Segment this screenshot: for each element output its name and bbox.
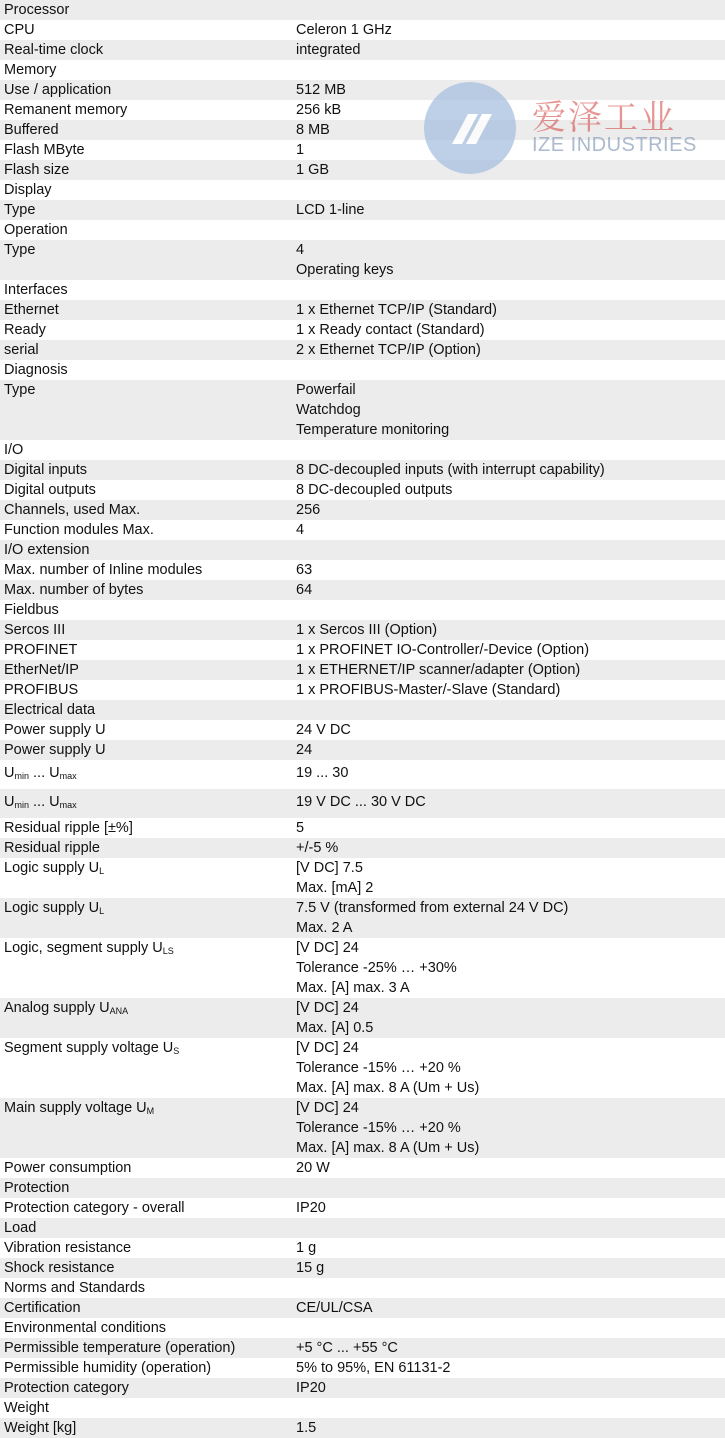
spec-label: Type: [4, 202, 36, 218]
spec-value-line: 5: [296, 820, 305, 836]
spec-row: [0, 789, 725, 818]
spec-value-line: Watchdog: [296, 402, 361, 418]
spec-value-line: 8 DC-decoupled inputs (with interrupt capability): [296, 462, 605, 478]
spec-label: Ethernet: [4, 302, 59, 318]
spec-value: [292, 80, 725, 100]
spec-label: PROFIBUS: [4, 682, 79, 698]
spec-value-line: 1 x ETHERNET/IP scanner/adapter (Option): [296, 662, 581, 678]
spec-label: Vibration resistance: [4, 1240, 132, 1256]
section-header-row: [0, 60, 725, 80]
spec-value: [292, 580, 725, 600]
spec-value-line: 1 x PROFINET IO-Controller/-Device (Option): [296, 642, 590, 658]
spec-value: [292, 818, 725, 838]
section-header-row: [0, 1178, 725, 1198]
spec-row: [0, 20, 725, 40]
spec-value-line: Max. [A] max. 3 A: [296, 980, 410, 996]
spec-value: [292, 620, 725, 640]
spec-row: [0, 620, 725, 640]
section-title: Memory: [4, 62, 57, 78]
spec-label: Weight [kg]: [4, 1420, 77, 1436]
spec-row: [0, 480, 725, 500]
spec-row: [0, 838, 725, 858]
spec-value: [292, 898, 725, 938]
spec-label: Digital inputs: [4, 462, 88, 478]
section-title: Environmental conditions: [4, 1320, 167, 1336]
section-title: I/O extension: [4, 542, 90, 558]
section-title: Norms and Standards: [4, 1280, 146, 1296]
spec-value: [292, 60, 725, 80]
spec-row: [0, 1158, 725, 1178]
spec-value: [292, 540, 725, 560]
spec-value: [292, 100, 725, 120]
spec-value: [292, 838, 725, 858]
spec-value-line: 64: [296, 582, 313, 598]
spec-value: [292, 180, 725, 200]
spec-label: Digital outputs: [4, 482, 96, 498]
spec-label: Shock resistance: [4, 1260, 115, 1276]
spec-value: [292, 240, 725, 280]
spec-value-line: 19 ... 30: [296, 765, 349, 781]
spec-value: [292, 760, 725, 789]
spec-value: [292, 1238, 725, 1258]
spec-row: [0, 660, 725, 680]
spec-value-line: 7.5 V (transformed from external 24 V DC): [296, 900, 569, 916]
spec-value-line: IP20: [296, 1380, 326, 1396]
spec-row: [0, 1338, 725, 1358]
spec-value-line: [V DC] 7.5: [296, 860, 363, 876]
spec-row: [0, 100, 725, 120]
spec-value-line: Max. 2 A: [296, 920, 353, 936]
spec-value: [292, 140, 725, 160]
spec-label: Permissible temperature (operation): [4, 1340, 236, 1356]
spec-value-line: 1 x Sercos III (Option): [296, 622, 438, 638]
section-title: Protection: [4, 1180, 70, 1196]
section-title: Load: [4, 1220, 37, 1236]
spec-value-line: 4: [296, 242, 305, 258]
spec-row: [0, 740, 725, 760]
section-header-row: [0, 1398, 725, 1418]
spec-value: [292, 280, 725, 300]
spec-value-line: 1 x Ethernet TCP/IP (Standard): [296, 302, 497, 318]
spec-value-line: Temperature monitoring: [296, 422, 450, 438]
spec-label: Channels, used Max.: [4, 502, 141, 518]
spec-value: [292, 1178, 725, 1198]
spec-label: Segment supply voltage $U_S$: [4, 1040, 180, 1056]
spec-label: Type: [4, 382, 36, 398]
section-header-row: [0, 600, 725, 620]
spec-value-line: 15 g: [296, 1260, 325, 1276]
spec-value: [292, 300, 725, 320]
spec-row: [0, 380, 725, 440]
spec-label: $U_{min}$ ... $U_{max}$: [4, 794, 77, 810]
spec-value-line: Powerfail: [296, 382, 356, 398]
spec-value-line: 1 x PROFIBUS-Master/-Slave (Standard): [296, 682, 561, 698]
spec-label: Type: [4, 242, 36, 258]
spec-value: [292, 1098, 725, 1158]
spec-value-line: [V DC] 24: [296, 1040, 359, 1056]
section-title: Weight: [4, 1400, 49, 1416]
section-header-row: [0, 280, 725, 300]
spec-value: [292, 20, 725, 40]
spec-value: [292, 1418, 725, 1438]
spec-value: [292, 1338, 725, 1358]
spec-label: EtherNet/IP: [4, 662, 79, 678]
spec-row: [0, 818, 725, 838]
spec-value-line: integrated: [296, 42, 361, 58]
spec-value-line: 20 W: [296, 1160, 330, 1176]
spec-value-line: Max. [A] max. 8 A (Um + Us): [296, 1140, 480, 1156]
spec-row: [0, 460, 725, 480]
spec-value: [292, 998, 725, 1038]
spec-value: [292, 1158, 725, 1178]
spec-value-line: Max. [mA] 2: [296, 880, 374, 896]
spec-row: [0, 1258, 725, 1278]
spec-label: Buffered: [4, 122, 59, 138]
spec-value: [292, 1218, 725, 1238]
spec-value-line: Tolerance -15% … +20 %: [296, 1060, 461, 1076]
spec-row: [0, 140, 725, 160]
spec-value: [292, 1198, 725, 1218]
spec-label: Main supply voltage $U_M$: [4, 1100, 155, 1116]
spec-value: [292, 360, 725, 380]
spec-label: Analog supply $U_{ANA}$: [4, 1000, 129, 1016]
spec-row: [0, 1238, 725, 1258]
section-header-row: [0, 440, 725, 460]
spec-value: [292, 600, 725, 620]
section-header-row: [0, 700, 725, 720]
spec-value: [292, 1278, 725, 1298]
spec-value: [292, 440, 725, 460]
spec-label: Flash MByte: [4, 142, 85, 158]
spec-label: Real-time clock: [4, 42, 104, 58]
spec-value-line: [V DC] 24: [296, 940, 359, 956]
watermark-en-text: IZE INDUSTRIES: [532, 134, 697, 156]
spec-row: [0, 320, 725, 340]
spec-value: [292, 740, 725, 760]
spec-row: [0, 1098, 725, 1158]
spec-row: [0, 120, 725, 140]
spec-value-line: IP20: [296, 1200, 326, 1216]
spec-row: [0, 1358, 725, 1378]
spec-label: Logic supply $U_L$: [4, 900, 105, 916]
spec-label: Residual ripple [±%]: [4, 820, 133, 836]
section-title: Display: [4, 182, 52, 198]
spec-label: Logic supply $U_L$: [4, 860, 105, 876]
spec-value: [292, 320, 725, 340]
section-header-row: [0, 1278, 725, 1298]
spec-label: Residual ripple: [4, 840, 100, 856]
spec-value: [292, 1398, 725, 1418]
spec-label: Power consumption: [4, 1160, 132, 1176]
spec-value-line: 8 DC-decoupled outputs: [296, 482, 453, 498]
spec-label: CPU: [4, 22, 35, 38]
spec-value-line: +/-5 %: [296, 840, 339, 856]
spec-value-line: 256 kB: [296, 102, 342, 118]
spec-value-line: Max. [A] 0.5: [296, 1020, 374, 1036]
spec-value-line: 1 x Ready contact (Standard): [296, 322, 485, 338]
spec-value: [292, 938, 725, 998]
spec-value: [292, 660, 725, 680]
section-title: Operation: [4, 222, 68, 238]
section-header-row: [0, 180, 725, 200]
spec-row: [0, 580, 725, 600]
spec-value-line: 8 MB: [296, 122, 330, 138]
section-title: Interfaces: [4, 282, 68, 298]
spec-value-line: CE/UL/CSA: [296, 1300, 373, 1316]
spec-value: [292, 340, 725, 360]
spec-value-line: 2 x Ethernet TCP/IP (Option): [296, 342, 481, 358]
spec-label: Flash size: [4, 162, 70, 178]
spec-label: Sercos III: [4, 622, 66, 638]
spec-value: [292, 858, 725, 898]
spec-row: [0, 560, 725, 580]
spec-label: $U_{min}$ ... $U_{max}$: [4, 765, 77, 781]
spec-label: Use / application: [4, 82, 112, 98]
spec-value-line: 1: [296, 142, 305, 158]
section-header-row: [0, 1218, 725, 1238]
spec-value-line: Operating keys: [296, 262, 394, 278]
section-title: I/O: [4, 442, 24, 458]
spec-row: [0, 40, 725, 60]
spec-label: Protection category - overall: [4, 1200, 185, 1216]
spec-value-line: 1 GB: [296, 162, 330, 178]
spec-label: Remanent memory: [4, 102, 128, 118]
spec-value: [292, 460, 725, 480]
spec-value-line: Tolerance -15% … +20 %: [296, 1120, 461, 1136]
spec-value: [292, 220, 725, 240]
spec-row: [0, 998, 725, 1038]
spec-row: [0, 520, 725, 540]
spec-value-line: Max. [A] max. 8 A (Um + Us): [296, 1080, 480, 1096]
spec-value-line: LCD 1-line: [296, 202, 365, 218]
spec-value-line: +5 °C ... +55 °C: [296, 1340, 398, 1356]
spec-row: [0, 1418, 725, 1438]
spec-value: [292, 640, 725, 660]
spec-value: [292, 720, 725, 740]
section-header-row: [0, 540, 725, 560]
spec-value: [292, 0, 725, 20]
spec-row: [0, 760, 725, 789]
spec-value: [292, 380, 725, 440]
spec-row: [0, 1378, 725, 1398]
spec-row: [0, 938, 725, 998]
spec-label: PROFINET: [4, 642, 78, 658]
spec-value: [292, 500, 725, 520]
spec-row: [0, 300, 725, 320]
section-header-row: [0, 1318, 725, 1338]
spec-value: [292, 680, 725, 700]
section-title: Processor: [4, 2, 70, 18]
spec-label: Protection category: [4, 1380, 129, 1396]
spec-row: [0, 340, 725, 360]
spec-value-line: [V DC] 24: [296, 1000, 359, 1016]
spec-value: [292, 1378, 725, 1398]
section-header-row: [0, 0, 725, 20]
spec-value-line: 19 V DC ... 30 V DC: [296, 794, 426, 810]
spec-row: [0, 500, 725, 520]
section-title: Fieldbus: [4, 602, 59, 618]
spec-row: [0, 858, 725, 898]
spec-value-line: 1.5: [296, 1420, 317, 1436]
spec-value-line: 63: [296, 562, 313, 578]
spec-row: [0, 1038, 725, 1098]
spec-label: Power supply U: [4, 722, 106, 738]
spec-row: [0, 680, 725, 700]
section-title: Electrical data: [4, 702, 96, 718]
spec-value-line: 1 g: [296, 1240, 317, 1256]
spec-row: [0, 898, 725, 938]
spec-label: Max. number of bytes: [4, 582, 144, 598]
spec-value: [292, 1358, 725, 1378]
spec-row: [0, 1198, 725, 1218]
spec-row: [0, 1298, 725, 1318]
spec-label: Permissible humidity (operation): [4, 1360, 212, 1376]
spec-value-line: [V DC] 24: [296, 1100, 359, 1116]
spec-value-line: 512 MB: [296, 82, 346, 98]
spec-row: [0, 720, 725, 740]
spec-value-line: 24: [296, 742, 313, 758]
spec-value: [292, 700, 725, 720]
spec-value: [292, 480, 725, 500]
spec-value: [292, 200, 725, 220]
spec-value-line: 5% to 95%, EN 61131-2: [296, 1360, 451, 1376]
spec-label: Certification: [4, 1300, 81, 1316]
spec-row: [0, 80, 725, 100]
spec-value: [292, 40, 725, 60]
spec-value: [292, 789, 725, 818]
spec-row: [0, 640, 725, 660]
section-title: Diagnosis: [4, 362, 68, 378]
spec-row: [0, 240, 725, 280]
spec-label: serial: [4, 342, 39, 358]
spec-label: Logic, segment supply $U_{LS}$: [4, 940, 174, 956]
section-header-row: [0, 360, 725, 380]
spec-value: [292, 160, 725, 180]
watermark-cn-text: 爱泽工业: [532, 98, 676, 138]
spec-value: [292, 520, 725, 540]
spec-value-line: Tolerance -25% … +30%: [296, 960, 457, 976]
spec-value-line: 4: [296, 522, 305, 538]
spec-value: [292, 1258, 725, 1278]
spec-label: Ready: [4, 322, 46, 338]
spec-label: Function modules Max.: [4, 522, 154, 538]
spec-value: [292, 560, 725, 580]
spec-value: [292, 1298, 725, 1318]
spec-value: [292, 1318, 725, 1338]
spec-row: [0, 200, 725, 220]
spec-label: Max. number of Inline modules: [4, 562, 203, 578]
spec-value-line: Celeron 1 GHz: [296, 22, 392, 38]
spec-value: [292, 120, 725, 140]
spec-value: [292, 1038, 725, 1098]
spec-label: Power supply U: [4, 742, 106, 758]
section-header-row: [0, 220, 725, 240]
spec-value-line: 256: [296, 502, 321, 518]
spec-row: [0, 160, 725, 180]
spec-value-line: 24 V DC: [296, 722, 351, 738]
